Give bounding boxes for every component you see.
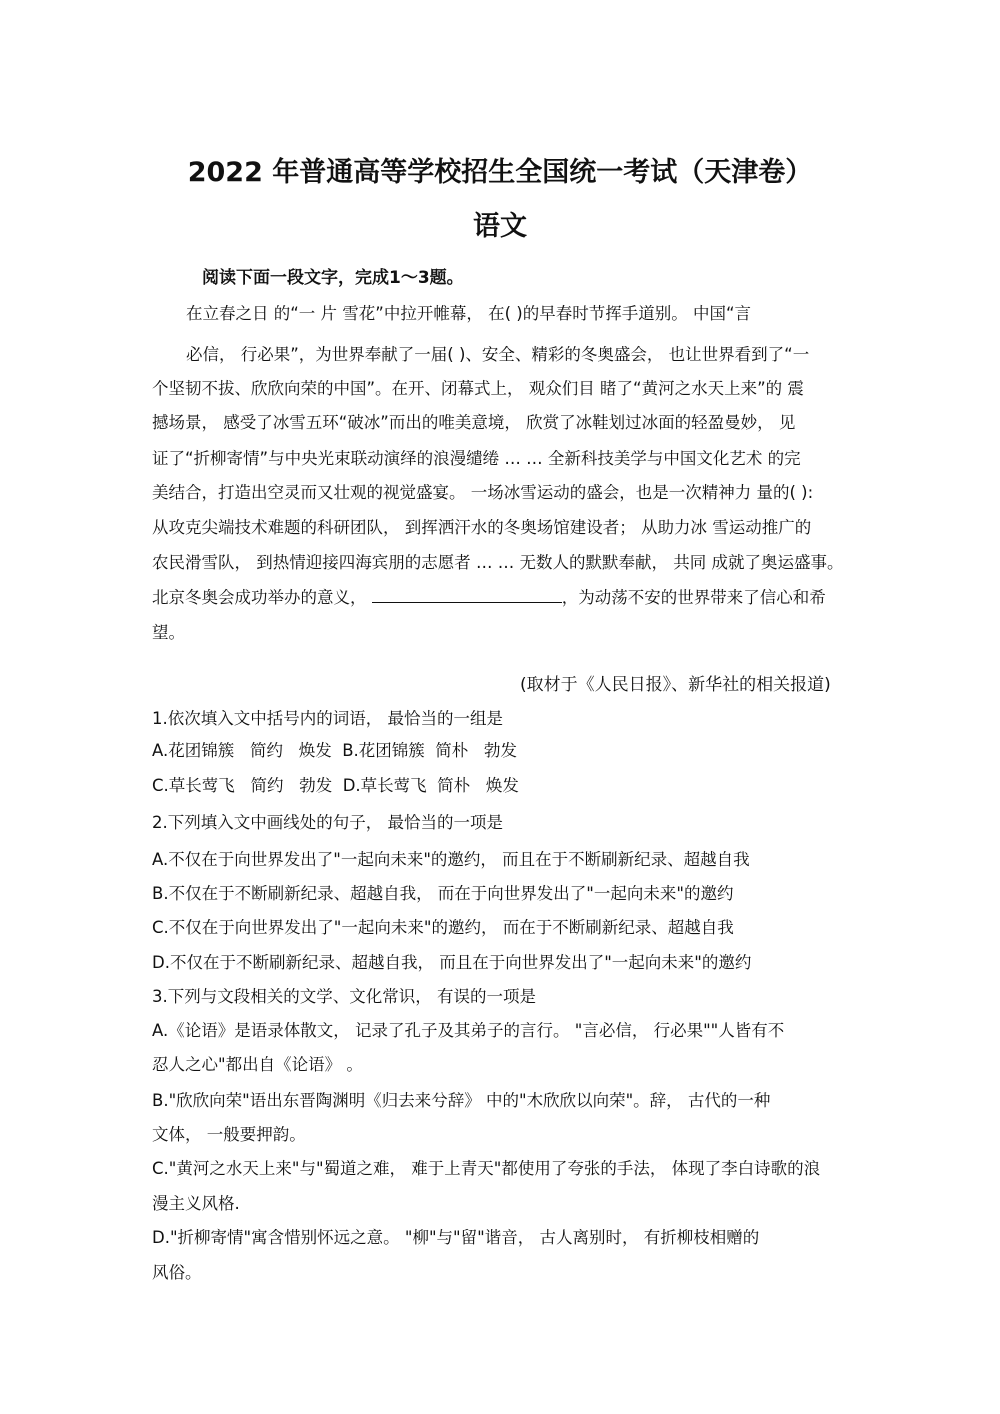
question-3-option-d: D."折柳寄情"寓含惜别怀远之意。 "柳"与"留"谐音， 古人离别时， 有折柳枝相赠的 [152,1228,760,1247]
question-2-option-a: A.不仅在于向世界发出了"一起向未来"的邀约， 而且在于不断刷新纪录、超越自我 [152,850,750,869]
question-2-option-d: D.不仅在于不断刷新纪录、超越自我， 而且在于向世界发出了"一起向未来"的邀约 [152,953,752,972]
question-3: 3.下列与文段相关的文学、文化常识， 有误的一项是 [152,987,536,1006]
passage-line: 撼场景， 感受了冰雪五环“破冰”而出的唯美意境， 欣赏了冰鞋划过冰面的轻盈曼妙， 见 [152,413,796,432]
question-2: 2.下列填入文中画线处的句子， 最恰当的一项是 [152,813,503,832]
passage-line: 农民滑雪队， 到热情迎接四海宾朋的志愿者 … … 无数人的默默奉献， 共同 成就了奥运盛事。 [152,553,844,572]
question-3-option-c: C."黄河之水天上来"与"蜀道之难， 难于上青天"都使用了夸张的手法， 体现了李白诗歌的浪 [152,1159,821,1178]
question-3-option-b: B."欣欣向荣"语出东晋陶渊明《归去来兮辞》 中的"木欣欣以向荣"。辞， 古代的一种 [152,1091,771,1110]
subject-title: 语文 [473,211,527,242]
question-3-option-d-cont: 风俗。 [152,1263,202,1282]
question-1-options-cd: C.草长莺飞 简约 勃发 D.草长莺飞 简朴 焕发 [152,776,519,795]
question-3-option-a-cont: 忍人之心"都出自《论语》 。 [152,1055,363,1074]
question-3-option-c-cont: 漫主义风格. [152,1194,240,1213]
passage-line-with-blank [152,587,852,609]
reading-instruction: 阅读下面一段文字，完成1～3题。 [202,268,464,288]
passage-text: ，为动荡不安的世界带来了信心和希 [561,588,826,607]
passage-line: 证了“折柳寄情”与中央光束联动演绎的浪漫缱绻 … … 全新科技美学与中国文化艺术 的完 [152,449,801,468]
passage-line: 在立春之日 的“一 片 雪花”中拉开帷幕， 在( )的早春时节挥手道别。 中国“言 [186,304,751,323]
question-2-option-c: C.不仅在于向世界发出了"一起向未来"的邀约， 而在于不断刷新纪录、超越自我 [152,918,734,937]
question-3-option-a: A.《论语》是语录体散文， 记录了孔子及其弟子的言行。 "言必信， 行必果""人皆有不 [152,1021,785,1040]
passage-line: 从攻克尖端技术难题的科研团队， 到挥洒汗水的冬奥场馆建设者； 从助力冰 雪运动推广的 [152,518,812,537]
passage-text: 北京冬奥会成功举办的意义， [152,588,367,607]
passage-line: 望。 [152,623,185,642]
answer-blank [372,588,562,603]
question-3-option-b-cont: 文体， 一般要押韵。 [152,1125,306,1144]
source-note: (取材于《人民日报》、新华社的相关报道) [520,675,831,695]
passage-line: 个坚韧不拔、欣欣向荣的中国”。在开、闭幕式上， 观众们目 睹了“黄河之水天上来”的 震 [152,379,804,398]
passage-line: 必信， 行必果”，为世界奉献了一届( )、安全、精彩的冬奥盛会， 也让世界看到了“一 [186,345,810,364]
question-1-options-ab: A.花团锦簇 简约 焕发 B.花团锦簇 简朴 勃发 [152,741,517,760]
question-2-option-b: B.不仅在于不断刷新纪录、超越自我， 而在于向世界发出了"一起向未来"的邀约 [152,884,734,903]
passage-line: 美结合，打造出空灵而又壮观的视觉盛宴。 一场冰雪运动的盛会，也是一次精神力 量的( ): [152,483,814,502]
question-1: 1.依次填入文中括号内的词语， 最恰当的一组是 [152,709,503,728]
exam-title: 2022 年普通高等学校招生全国统一考试（天津卷） [187,157,813,188]
